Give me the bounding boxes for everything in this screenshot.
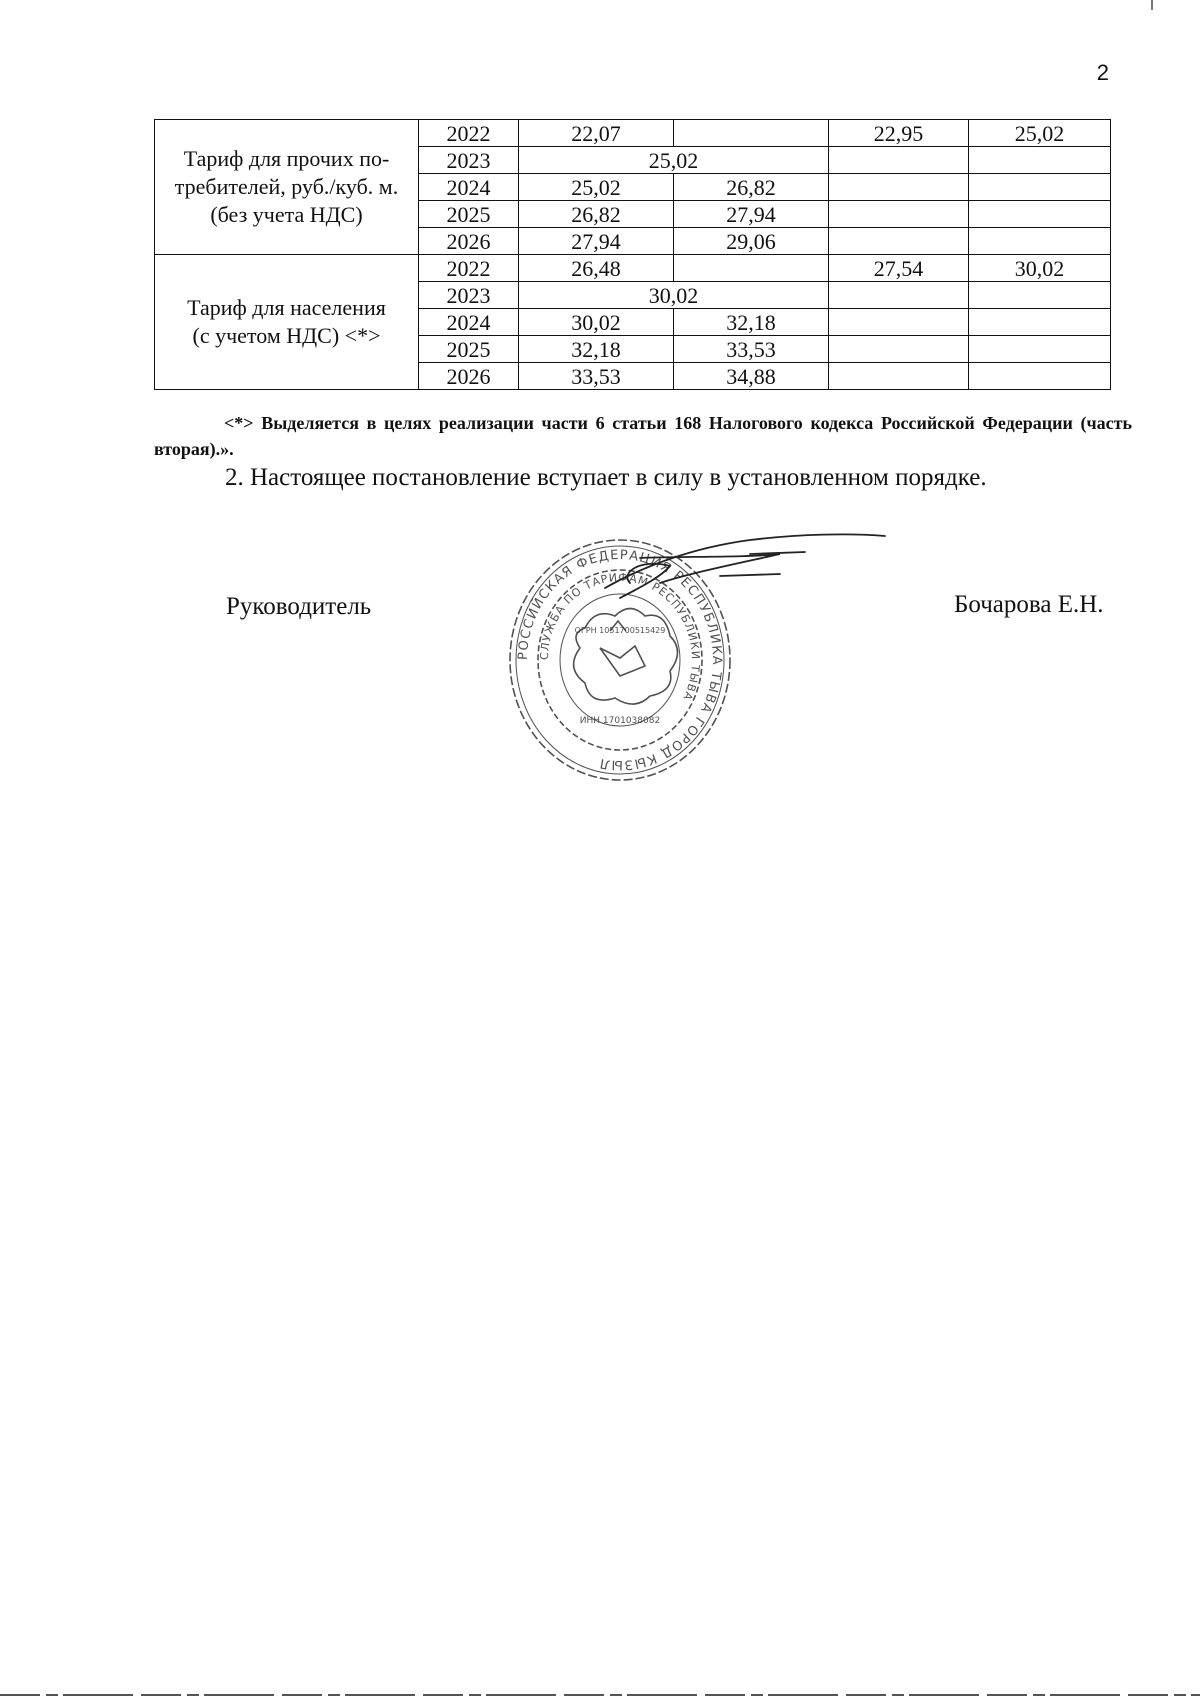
signatory-name: Бочарова Е.Н.: [954, 591, 1104, 618]
year-cell: 2026: [419, 228, 519, 255]
clause-2: 2. Настоящее постановление вступает в силу в установленном порядке.: [225, 464, 987, 491]
svg-text:СЛУЖБА ПО ТАРИФАМ РЕСПУБЛИКИ Т: СЛУЖБА ПО ТАРИФАМ РЕСПУБЛИКИ ТЫВА: [537, 570, 703, 703]
signatory-role: Руководитель: [226, 593, 372, 620]
tariff-value-col3: [829, 228, 969, 255]
tariff-value-first-half: 26,82: [519, 201, 674, 228]
svg-text:ИНН 1701038082: ИНН 1701038082: [579, 716, 661, 726]
tariff-value-col4: [969, 201, 1111, 228]
year-cell: 2025: [419, 336, 519, 363]
tariff-group-label: [155, 255, 419, 390]
tariff-value-col3: [829, 147, 969, 174]
tariff-value-merged: 30,02: [519, 282, 829, 309]
tariff-value-first-half: 32,18: [519, 336, 674, 363]
tariff-value-second-half: 32,18: [674, 309, 829, 336]
year-cell: 2023: [419, 282, 519, 309]
year-cell: 2022: [419, 120, 519, 147]
tariff-value-col4: [969, 228, 1111, 255]
tariff-value-col4: [969, 174, 1111, 201]
tariff-value-col4: [969, 363, 1111, 390]
tariff-value-second-half: 33,53: [674, 336, 829, 363]
tariff-value-first-half: 26,48: [519, 255, 674, 282]
tariff-row: [155, 120, 1111, 147]
tariff-value-col3: [829, 282, 969, 309]
label-line: требителей, руб./куб. м.: [174, 174, 399, 199]
year-cell: 2025: [419, 201, 519, 228]
svg-text:ОГРН 1051700515429: ОГРН 1051700515429: [574, 626, 666, 635]
scan-bottom-edge: [0, 1686, 1200, 1694]
tariff-value-second-half: 27,94: [674, 201, 829, 228]
tariff-value-second-half: [674, 120, 829, 147]
label-line: (без учета НДС): [210, 202, 363, 227]
tariff-value-col4: [969, 147, 1111, 174]
label-line: Тариф для населения: [187, 295, 386, 320]
tariff-value-first-half: 33,53: [519, 363, 674, 390]
tariff-group-label: [155, 120, 419, 255]
tariff-value-second-half: 29,06: [674, 228, 829, 255]
handwritten-signature: [600, 528, 890, 613]
tariff-value-col4: 30,02: [969, 255, 1111, 282]
tariff-value-first-half: 25,02: [519, 174, 674, 201]
tariff-value-col4: 25,02: [969, 120, 1111, 147]
footnote: <*> Выделяется в целях реализации части 6 статьи 168 Налогового кодекса Российской Федерации (часть вторая).».: [154, 413, 1132, 459]
scan-edge-mark: [1151, 0, 1153, 10]
tariff-value-first-half: 30,02: [519, 309, 674, 336]
year-cell: 2022: [419, 255, 519, 282]
tariff-value-col4: [969, 336, 1111, 363]
tariff-value-col3: [829, 174, 969, 201]
tariff-value-col3: [829, 363, 969, 390]
year-cell: 2024: [419, 309, 519, 336]
tariff-value-col3: [829, 201, 969, 228]
tariff-value-second-half: 26,82: [674, 174, 829, 201]
label-line: (с учетом НДС) <*>: [192, 323, 381, 348]
tariff-value-col3: [829, 336, 969, 363]
label-line: Тариф для прочих по-: [183, 146, 390, 171]
tariff-value-col4: [969, 309, 1111, 336]
tariff-table: [154, 119, 1111, 390]
year-cell: 2024: [419, 174, 519, 201]
tariff-row: [155, 255, 1111, 282]
tariff-value-col3: 27,54: [829, 255, 969, 282]
tariff-value-first-half: 22,07: [519, 120, 674, 147]
tariff-value-second-half: [674, 255, 829, 282]
tariff-value-col3: 22,95: [829, 120, 969, 147]
tariff-value-first-half: 27,94: [519, 228, 674, 255]
year-cell: 2023: [419, 147, 519, 174]
tariff-value-col4: [969, 282, 1111, 309]
year-cell: 2026: [419, 363, 519, 390]
tariff-value-second-half: 34,88: [674, 363, 829, 390]
svg-text:РОССИЙСКАЯ ФЕДЕРАЦИЯ РЕСПУБЛИК: РОССИЙСКАЯ ФЕДЕРАЦИЯ РЕСПУБЛИКА ТЫВА ГОРОД КЫЗЫЛ: [515, 547, 725, 773]
tariff-value-merged: 25,02: [519, 147, 829, 174]
tariff-value-col3: [829, 309, 969, 336]
page-number: 2: [1096, 60, 1109, 85]
